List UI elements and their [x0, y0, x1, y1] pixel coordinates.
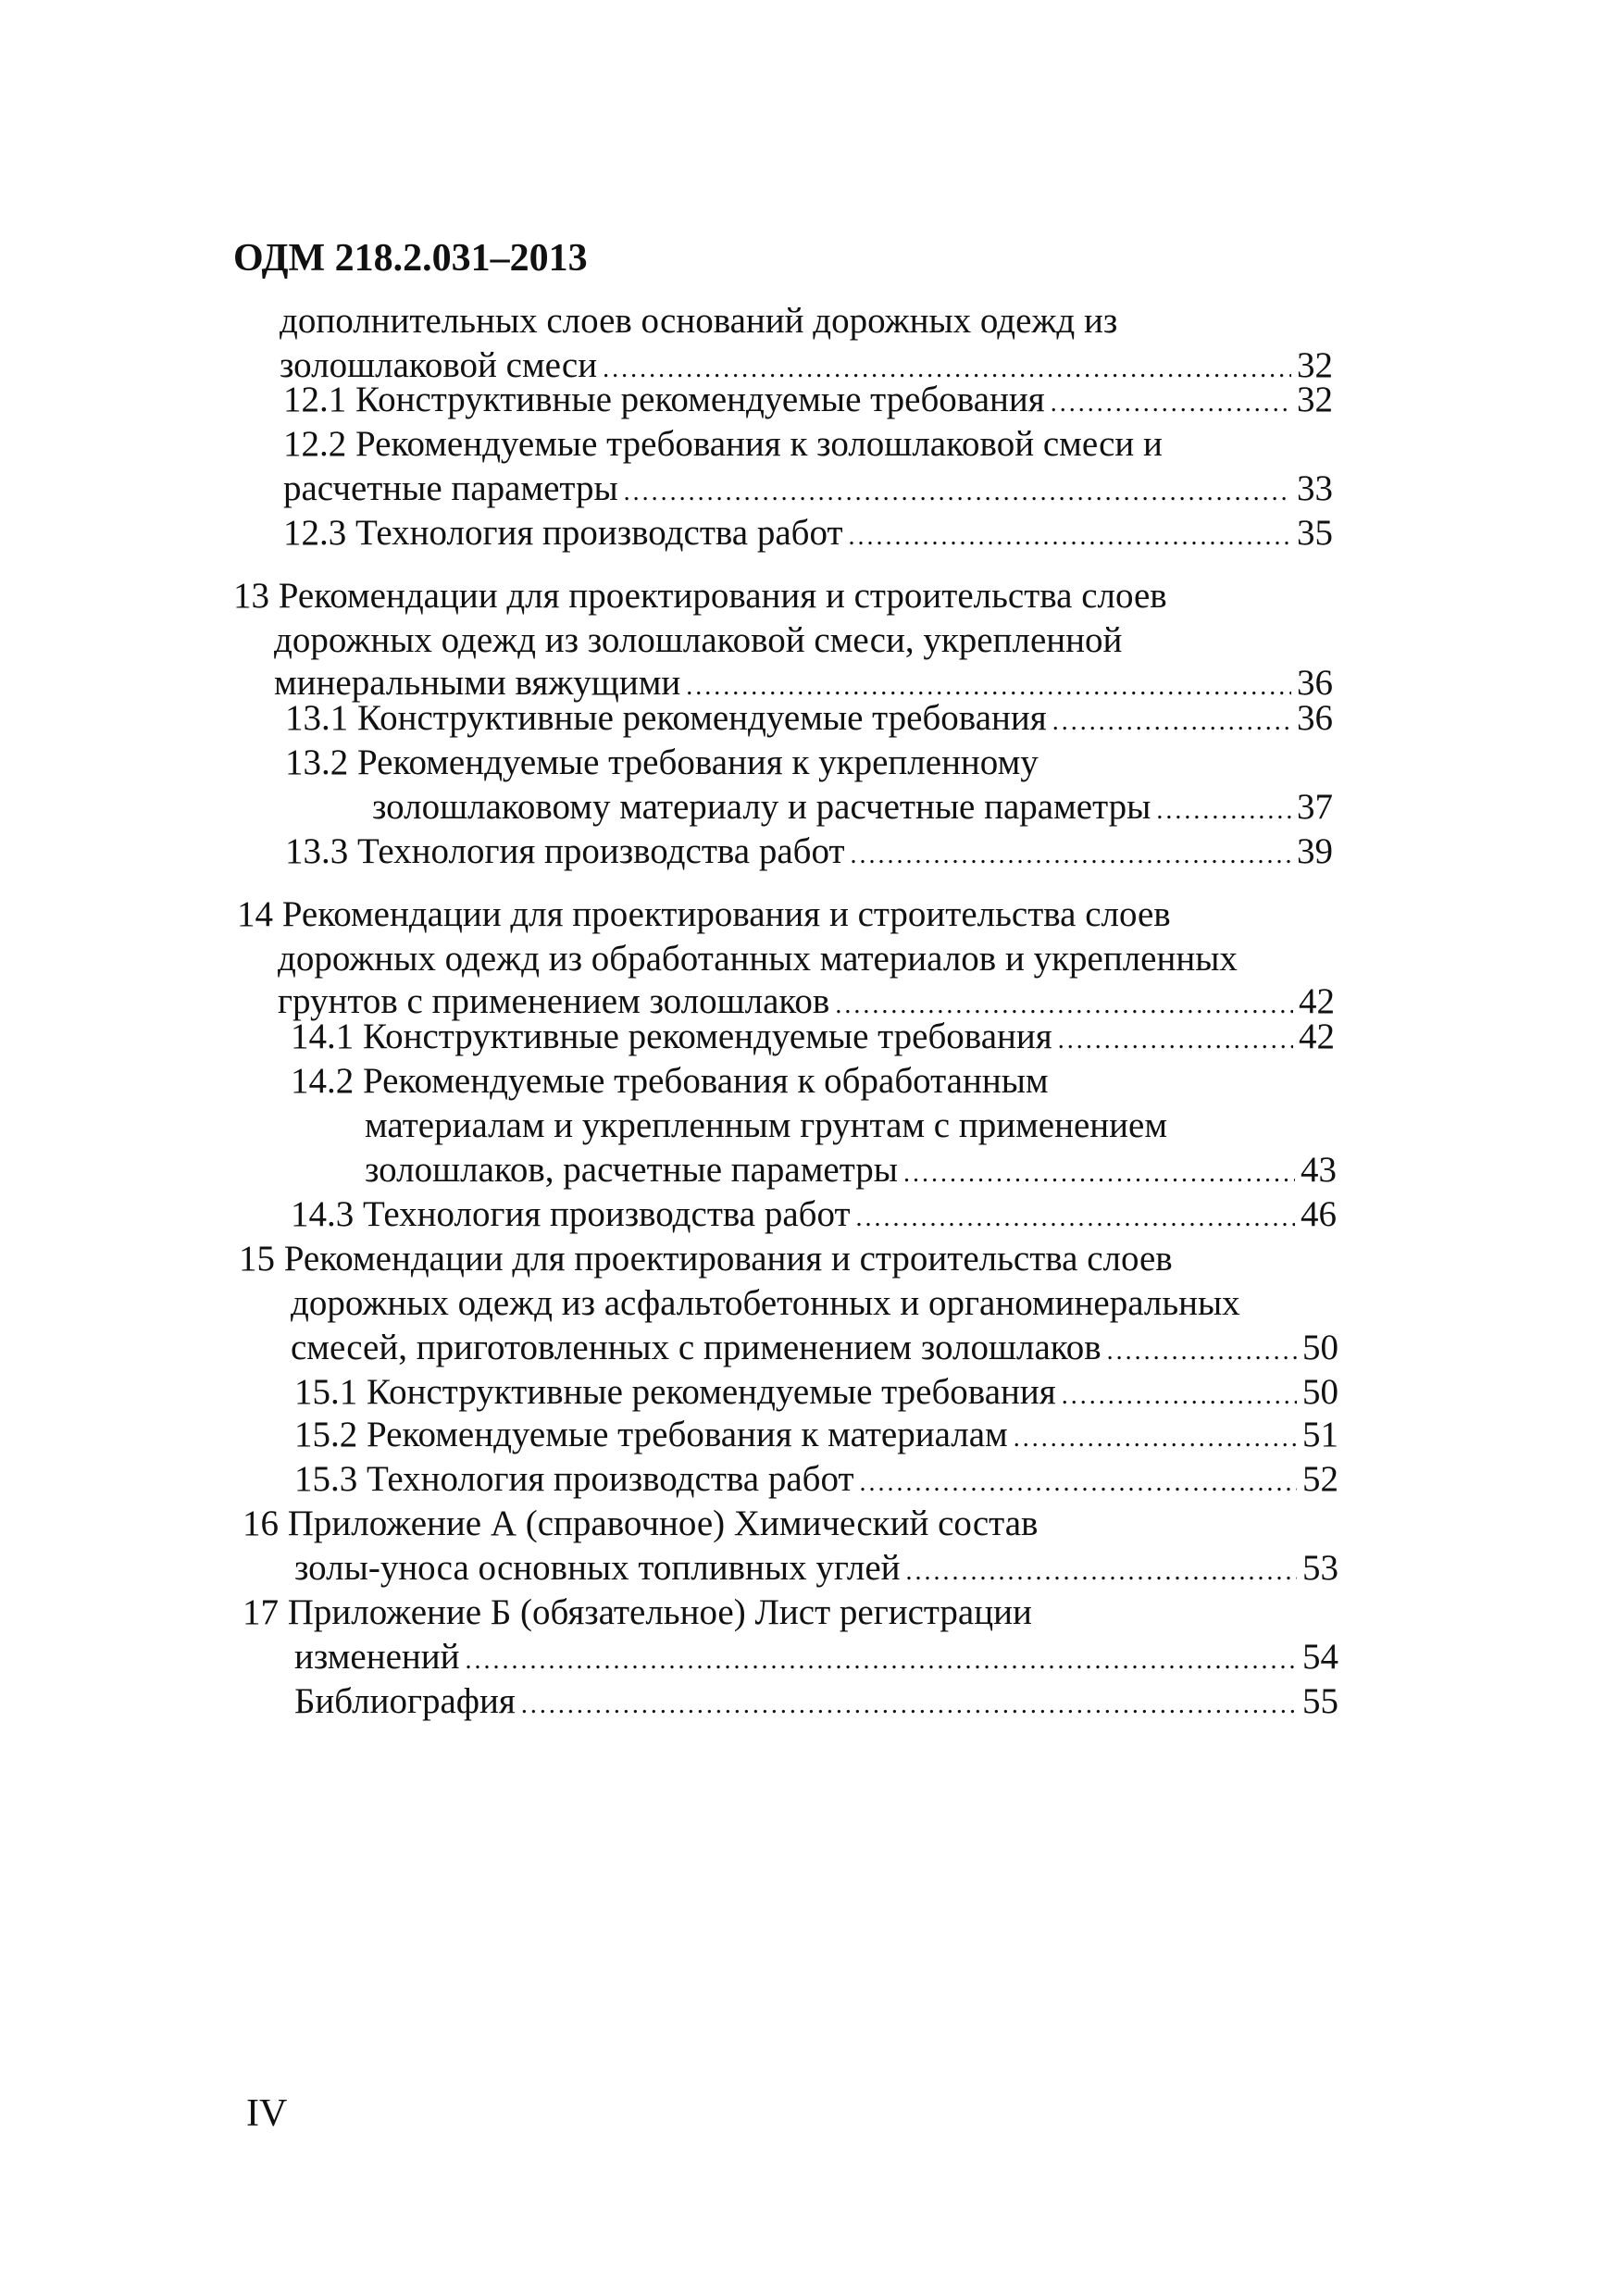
toc-entry-title: Библиография [294, 1681, 516, 1721]
toc-entry-title: смесей, приготовленных с применением золошлаков [291, 1328, 1101, 1367]
dot-leader [860, 1470, 1297, 1496]
toc-text-line: 17 Приложение Б (обязательное) Лист регистрации [243, 1592, 1032, 1632]
dot-leader [466, 1648, 1297, 1674]
toc-page-number: 54 [1302, 1637, 1338, 1677]
toc-entry-title: 15.3 Технология производства работ [294, 1459, 854, 1499]
toc-entry-title: 12.1 Конструктивные рекомендуемые требования [283, 380, 1045, 419]
toc-entry [285, 833, 1333, 869]
toc-page-number: 50 [1302, 1328, 1338, 1367]
dot-leader [1062, 1383, 1297, 1409]
toc-entry [285, 700, 1333, 736]
toc-text-line: 14 Рекомендации для проектирования и строительства слоев [237, 894, 1171, 934]
toc-entry [291, 1018, 1335, 1054]
toc-page-number: 32 [1297, 380, 1333, 419]
toc-entry [294, 1416, 1338, 1453]
toc-entry-title: 13.1 Конструктивные рекомендуемые требования [285, 698, 1047, 738]
toc-entry [294, 1550, 1338, 1586]
toc-entry [280, 347, 1333, 383]
toc-entry [365, 1152, 1337, 1188]
toc-text-line: дорожных одежд из асфальтобетонных и органоминеральных [291, 1283, 1240, 1323]
toc-entry-title: 15.1 Конструктивные рекомендуемые требования [294, 1372, 1056, 1412]
toc-entry [294, 1461, 1338, 1497]
toc-page-number: 42 [1299, 981, 1335, 1021]
dot-leader [1052, 709, 1291, 735]
dot-leader [903, 1161, 1295, 1187]
dot-leader [856, 1205, 1295, 1231]
toc-entry [274, 665, 1333, 701]
toc-text-line: 16 Приложение А (справочное) Химический состав [243, 1504, 1039, 1543]
toc-page-number: 33 [1297, 468, 1333, 508]
toc-entry-title: 14.3 Технология производства работ [291, 1194, 851, 1234]
toc-page-number: 32 [1297, 345, 1333, 385]
toc-entry [294, 1683, 1338, 1719]
toc-page-number: 55 [1302, 1681, 1338, 1721]
toc-entry-title: минеральными вяжущими [274, 663, 681, 703]
toc-page-number: 50 [1302, 1372, 1338, 1412]
toc-entry-title: золошлаковой смеси [280, 345, 598, 385]
dot-leader [686, 674, 1291, 700]
dot-leader [835, 992, 1293, 1018]
toc-entry-title: 15.2 Рекомендуемые требования к материалам [294, 1415, 1008, 1454]
page-number: IV [246, 2092, 288, 2135]
toc-entry [283, 515, 1333, 551]
toc-page-number: 42 [1299, 1017, 1335, 1056]
toc-entry [283, 470, 1333, 506]
toc-entry [294, 1639, 1338, 1675]
dot-leader [851, 842, 1291, 868]
toc-text-line: 13.2 Рекомендуемые требования к укрепленному [285, 742, 1039, 782]
toc-entry-title: изменений [294, 1637, 460, 1677]
toc-text-line: 14.2 Рекомендуемые требования к обработанным [291, 1061, 1049, 1101]
toc-entry [283, 381, 1333, 418]
toc-text-line: 12.2 Рекомендуемые требования к золошлаковой смеси и [283, 424, 1163, 464]
toc-entry [294, 1374, 1338, 1410]
dot-leader [849, 524, 1291, 550]
toc-entry-title: расчетные параметры [283, 468, 618, 508]
dot-leader [1058, 1028, 1293, 1054]
toc-entry-title: золы-уноса основных топливных углей [294, 1548, 901, 1588]
dot-leader [1014, 1426, 1297, 1452]
toc-page-number: 35 [1297, 513, 1333, 553]
toc-entry-title: 13.3 Технология производства работ [285, 831, 845, 871]
toc-page-number: 36 [1297, 663, 1333, 703]
dot-leader [1156, 798, 1291, 824]
toc-entry [372, 789, 1333, 825]
dot-leader [624, 480, 1291, 505]
toc-entry [291, 1196, 1337, 1232]
dot-leader [603, 356, 1291, 382]
toc-page-number: 51 [1302, 1415, 1338, 1454]
toc-entry [291, 1329, 1338, 1366]
toc-text-line: 15 Рекомендации для проектирования и строительства слоев [239, 1239, 1173, 1279]
toc-entry-title: золошлаков, расчетные параметры [365, 1150, 898, 1190]
toc-page-number: 39 [1297, 831, 1333, 871]
toc-entry-title: 14.1 Конструктивные рекомендуемые требования [291, 1017, 1052, 1056]
toc-text-line: дополнительных слоев оснований дорожных одежд из [280, 301, 1118, 341]
toc-entry-title: 12.3 Технология производства работ [283, 513, 843, 553]
dot-leader [906, 1559, 1297, 1585]
dot-leader [1051, 391, 1291, 417]
toc-text-line: материалам и укрепленным грунтам с применением [365, 1105, 1168, 1145]
toc-entry-title: золошлаковому материалу и расчетные параметры [372, 787, 1151, 827]
toc-text-line: 13 Рекомендации для проектирования и строительства слоев [233, 576, 1167, 616]
dot-leader [521, 1692, 1297, 1718]
dot-leader [1107, 1339, 1297, 1365]
document-code-header: ОДМ 218.2.031–2013 [233, 237, 588, 280]
toc-page-number: 52 [1302, 1459, 1338, 1499]
toc-page-number: 37 [1297, 787, 1333, 827]
toc-page-number: 43 [1301, 1150, 1337, 1190]
toc-entry [278, 983, 1335, 1019]
toc-page-number: 46 [1301, 1194, 1337, 1234]
toc-text-line: дорожных одежд из обработанных материалов и укрепленных [278, 939, 1238, 979]
toc-text-line: дорожных одежд из золошлаковой смеси, укрепленной [274, 620, 1123, 660]
toc-entry-title: грунтов с применением золошлаков [278, 981, 830, 1021]
toc-page-number: 53 [1302, 1548, 1338, 1588]
toc-page-number: 36 [1297, 698, 1333, 738]
